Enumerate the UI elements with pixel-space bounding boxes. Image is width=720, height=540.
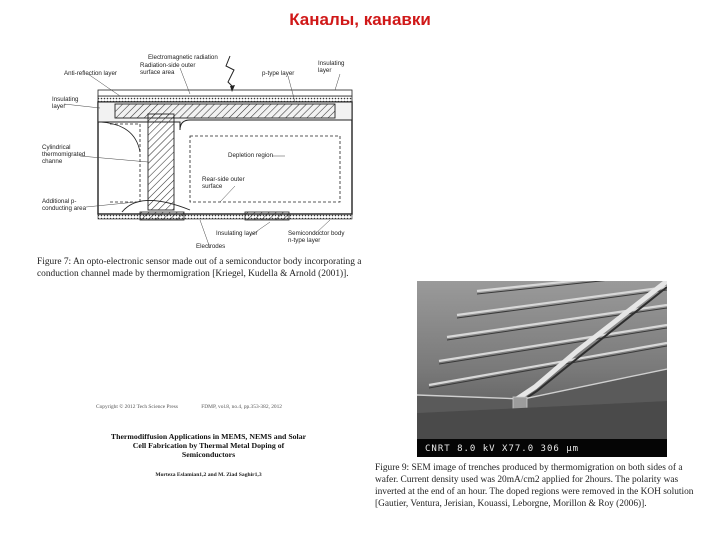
label-em-radiation: Electromagnetic radiation [148, 54, 218, 61]
insulating-top-layer [98, 90, 352, 96]
figure7-caption [37, 256, 387, 280]
copyright-left: Copyright © 2012 Tech Science Press [96, 404, 178, 410]
label-cylindrical-channel: Cylindrical thermomigrated channe [42, 144, 86, 165]
thermomigrated-channel [148, 114, 174, 210]
depletion-region [190, 136, 340, 202]
label-insulating-top-right: Insulating layer [318, 60, 345, 74]
sem-image [417, 281, 667, 457]
figure9-caption-prefix: Figure 9: [375, 463, 410, 473]
sem-trenches-picture [417, 281, 667, 457]
label-rear-side: Rear-side outer surface [202, 176, 245, 190]
label-insulating-left: Insulating layer [52, 96, 79, 110]
opto-sensor-diagram [40, 52, 370, 250]
sensor-schematic [40, 52, 370, 250]
label-additional-p: Additional p- conducting area [42, 198, 87, 212]
paper-authors: Morteza Eslamian1,2 and M. Ziad Saghir1,3 [155, 472, 262, 478]
slide-title: Каналы, канавки [289, 10, 431, 29]
label-electrodes: Electrodes [196, 243, 226, 250]
label-radiation-side: Radiation-side outer surface area [140, 62, 196, 76]
anti-reflection-layer [98, 96, 352, 102]
copyright-line [96, 404, 336, 410]
sem-readout: CNRT 8.0 kV X77.0 306 μm [425, 444, 580, 454]
label-insulating-bottom: Insulating layer [216, 230, 258, 237]
figure7-caption-text: An opto-electronic sensor made out of a semiconductor body incorporating a conduction channel made by thermomigration [Kriegel, Kudella & Arnold (2001)]. [37, 257, 362, 279]
paper-title: Thermodiffusion Applications in MEMS, NEMS and Solar Cell Fabrication by Thermal Metal Doping of Semiconductors [110, 432, 307, 459]
label-semiconductor-body: Semiconductor body n-type layer [288, 230, 345, 244]
insulating-bottom-layer [98, 214, 352, 219]
figure7-caption-prefix: Figure 7: [37, 257, 72, 267]
label-anti-reflection: Anti-reflection layer [64, 70, 117, 77]
figure9-caption-text: SEM image of trenches produced by thermomigration on both sides of a wafer. Current density used was 20mA/cm2 applied for 2hours. The polarity was inverted at the end of an hour. The doped regions were removed in the KOH solution [Gautier, Ventura, Jerisian, Kouassi, Leborgne, Morillon & Roy (2006)]. [375, 463, 694, 509]
label-p-type: p-type layer [262, 70, 295, 77]
copyright-right: FDMP, vol.8, no.4, pp.353-382, 2012 [201, 404, 282, 410]
figure9-caption [375, 462, 695, 510]
label-depletion-region: Depletion region [228, 152, 274, 159]
